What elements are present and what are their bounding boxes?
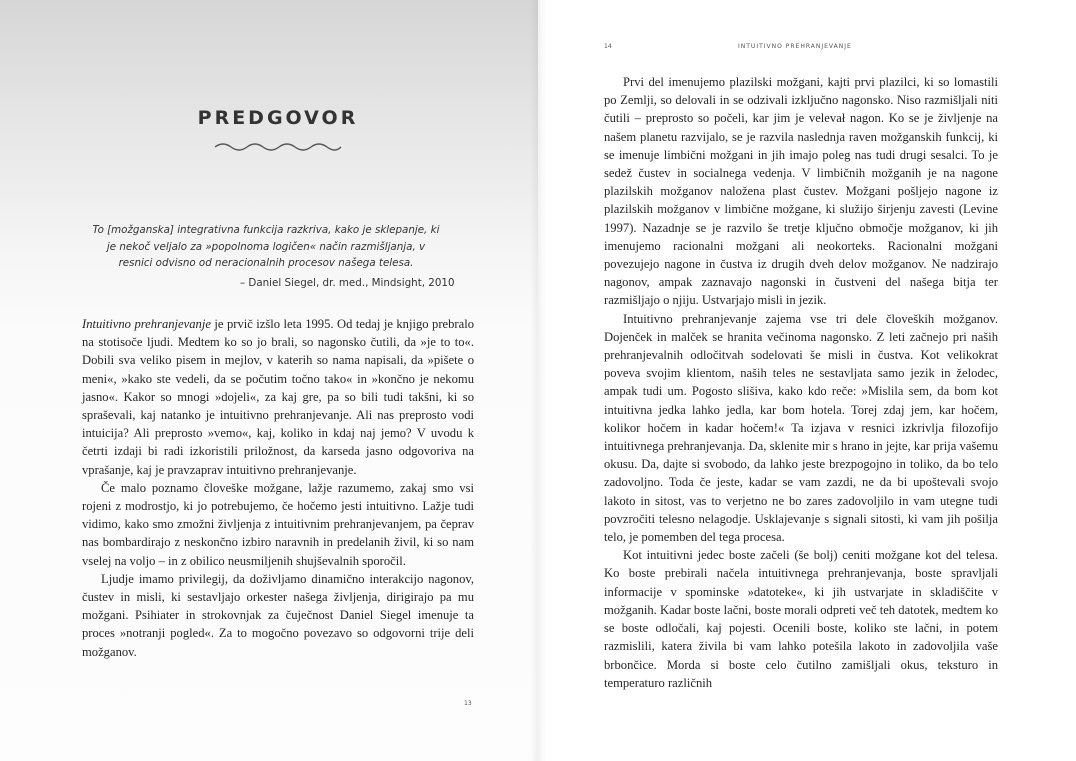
paragraph bbox=[82, 315, 474, 479]
paragraph: Intuitivno prehranjevanje zajema vse tri dele človeških možganov. Dojenček in malček se hranita večinoma nagonsko. Z leti začnejo pri naših prehranjevalnih odločitvah sodelovati še misli in čustva. Kot velikokrat poveva svojim klientom, naših teles ne sestavljata samo jezik in želodec, ampak tudi um. Pogosto slišiva, kako kdo reče: »Mislila sem, da bom kot intuitivna jedka lahko jedla, kar bom hotela. Torej zdaj jem, kar hočem, kolikor hočem in kadar hočem!« Ta izjava v resnici izkrivlja filozofijo intuitivnega prehranjevanja. Da, sklenite mir s hrano in jejte, kar prija vašemu okusu. Da, dajte si svobodo, da lahko jeste brezpogojno in toliko, da bo telo zadovoljno. Toda če jeste, kadar se vam zazdi, ne da bi upoštevali svojo lakoto in sitost, vas to verjetno ne bo zares zadovoljilo in vam utegne tudi povzročiti telesno nelagodje. Usklajevanje s signali sitosti, ki vam jih pošilja telo, je pomemben del tega procesa. bbox=[604, 311, 998, 545]
left-body-text bbox=[82, 315, 474, 661]
running-head: INTUITIVNO PREHRANJEVANJE bbox=[738, 43, 852, 50]
paragraph: Ljudje imamo privilegij, da doživljamo dinamično interakcijo nagonov, čustev in misli, ki sestavljajo orkester našega življenja, dirigirajo pa mu možgani. Psihiater in strokovnjak za čuječnost Daniel Siegel imenuje ta proces »notranji pogled«. Za to mogočno povezavo so odgovorni trije deli možganov. bbox=[82, 571, 474, 659]
page-number: 13 bbox=[464, 700, 472, 707]
epigraph-source: – Daniel Siegel, dr. med., Mindsight, 2010 bbox=[240, 277, 455, 289]
book-title-italic: Intuitivno prehranjevanje bbox=[82, 317, 211, 331]
chapter-title: PREDGOVOR bbox=[197, 107, 359, 129]
paragraph: Če malo poznamo človeške možgane, lažje razumemo, zakaj smo vsi rojeni z modrostjo, ki jo potrebujemo, če hočemo jesti intuitivno. Lažje tudi vidimo, kako smo zmožni življenja z intuitivnim prehranjevanjem, pa čeprav nas bombardirajo z neskončno izbiro naravnih in predelanih živil, ki so nam vselej na voljo – in z obilico neusmiljenih shujševalnih sporočil. bbox=[82, 480, 474, 568]
book-gutter bbox=[530, 0, 546, 761]
wave-ornament-icon bbox=[213, 140, 343, 154]
paragraph-text: je prvič izšlo leta 1995. Od tedaj je knjigo prebralo na stotisoče ljudi. Medtem ko so jo brali, so nagonsko čutili, da »je to to«. Dobili sva veliko pisem in mejlov, v katerih so nama napisali, da »pišete o meni«, »kako ste vedeli, da se počutim točno tako« in »končno je nekomu jasno«. Kakor so mnogi »dojeli«, za kaj gre, pa so bili tudi takšni, ki so spraševali, kaj natanko je intuitivno prehranjevanje. Ali nas preprosto vodi intuicija? Ali preprosto »vemo«, kaj, koliko in kdaj naj jemo? V uvodu k četrti izdaji bi radi izkoristili priložnost, da karseda jasno odgovoriva na vprašanje, kaj je pravzaprav intuitivno prehranjevanje. bbox=[82, 317, 474, 477]
right-body-text bbox=[604, 73, 998, 692]
page-number: 14 bbox=[604, 43, 612, 50]
paragraph: Prvi del imenujemo plazilski možgani, kajti prvi plazilci, ki so lomastili po Zemlji, so delovali in se odzivali izključno nagonsko. Niso razmišljali niti čutili – preprosto so počeli, kar jim je velevał nagon. Ko se je življenje na našem planetu razvijalo, se je razvila naslednja raven možganskih funkcij, ki se imenuje limbični možgani in jih imajo poleg nas tudi drugi sesalci. To je sedež čustev in socialnega vedenja. V limbičnih možganih je na nagone plazilskih možganov naložena plast čustev. Možgani pošljejo nagone iz plazilskih možganov v limbične možgane, ki služijo širjenju zavesti (Levine 1997). Nazadnje se je razvilo še tretje ključno območje možganov, ki jih imenujemo racionalni možgani ali neokorteks. Racionalni možgani povezujejo nagone in čustva iz drugih dveh delov možganov. Ne nadzirajo nagonov, ampak zaznavajo nagonski in čustveni del našega bitja ter razmišljajo o njiju. Ustvarjajo misli in jezik. bbox=[604, 75, 998, 308]
epigraph-text: To [možganska] integrativna funkcija razkriva, kako je sklepanje, ki je nekoč veljalo za »popolnoma logičen« način razmišljanja, v resnici odvisno od neracionalnih procesov našega telesa. bbox=[92, 224, 440, 269]
paragraph: Kot intuitivni jedec boste začeli (še bolj) ceniti možgane kot del telesa. Ko boste prebirali načela intuitivnega prehranjevanja, boste spravljali informacije v spominske »datoteke«, ki jih ustvarjate in skladiščite v možganih. Kadar boste lačni, boste morali odpreti več teh datotek, medtem ko se boste odločali, kaj pojesti. Ocenili boste, koliko ste lačni, in potem razmislili, katera živila bi vam lahko potešila lakoto in zadovoljila vaše brbončice. Morda si boste celo čutilno zamišljali okus, teksturo in temperaturo različnih bbox=[604, 548, 998, 690]
